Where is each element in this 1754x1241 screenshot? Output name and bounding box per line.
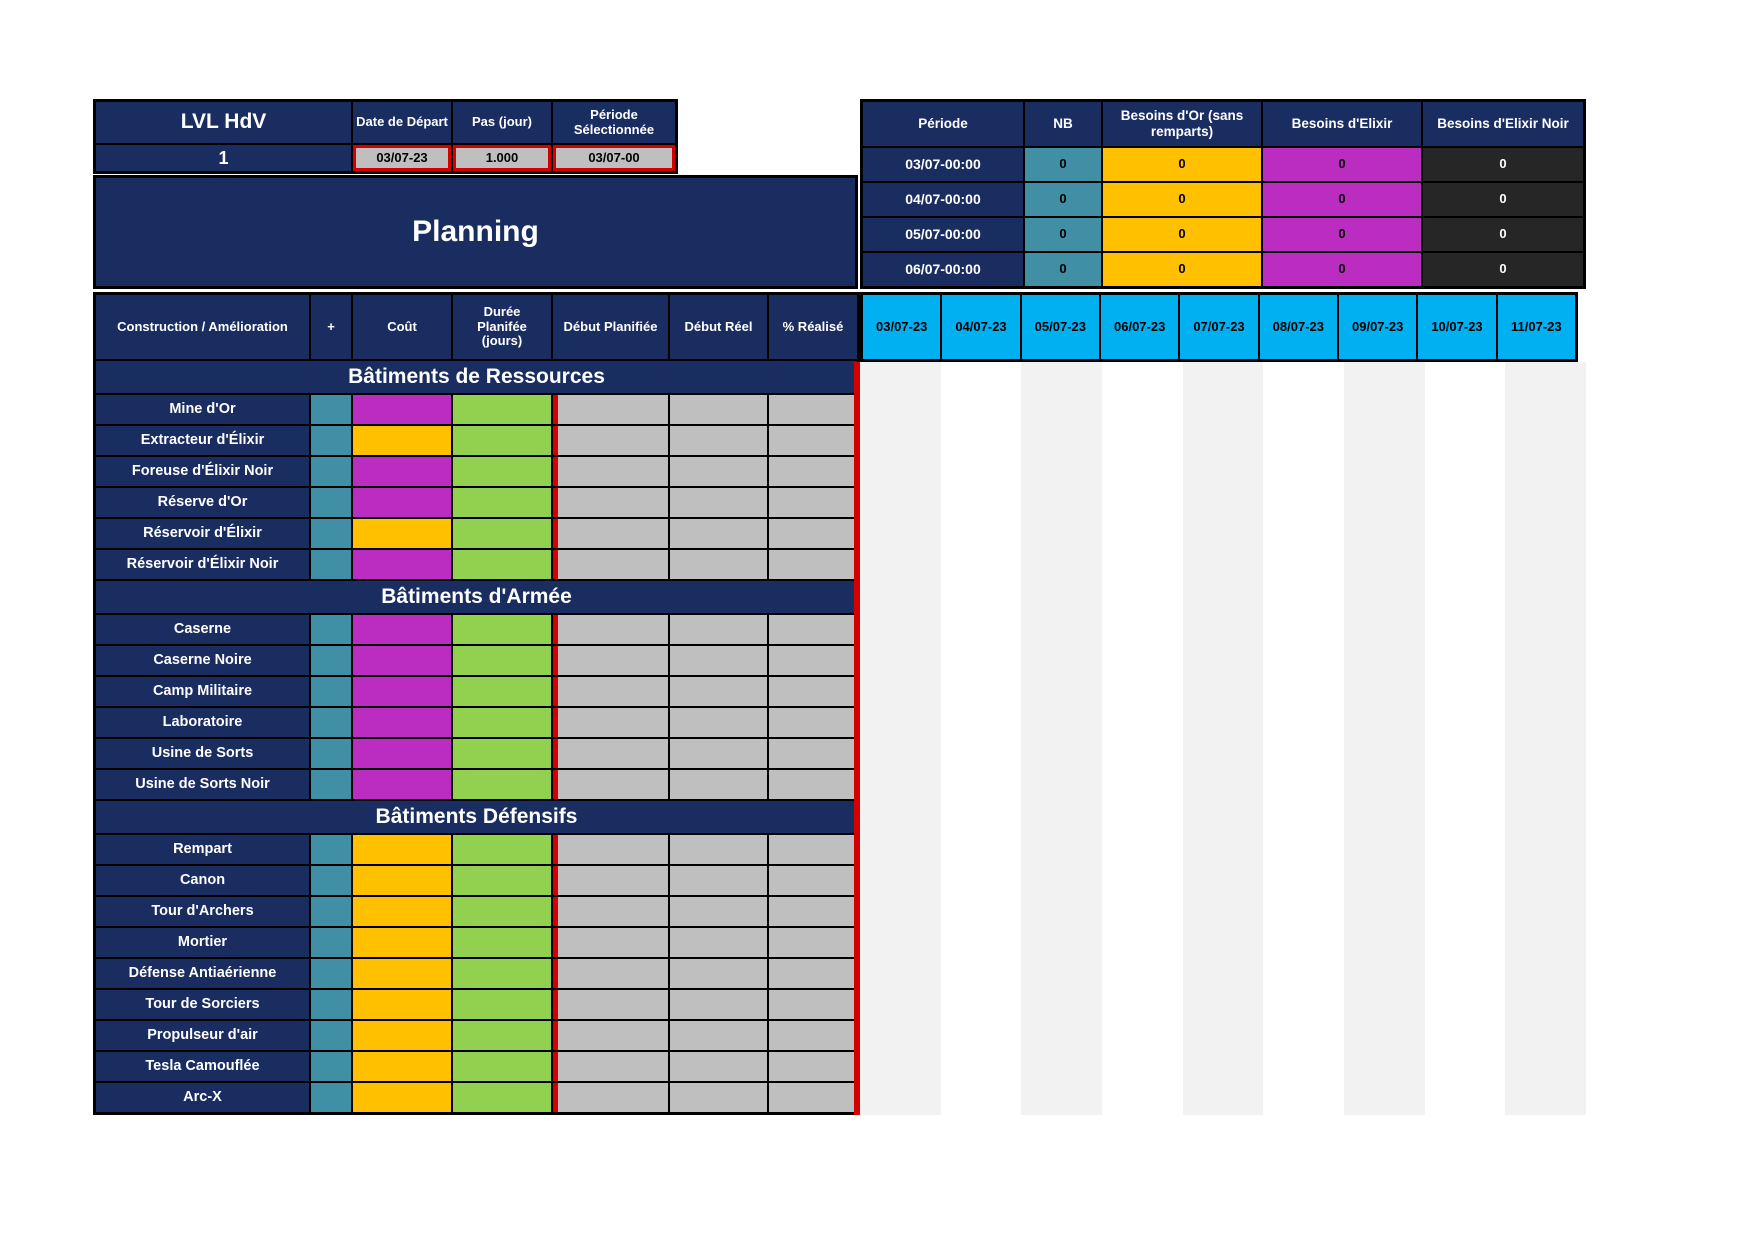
duration-cell[interactable] <box>453 457 551 486</box>
duration-cell[interactable] <box>453 1083 551 1112</box>
cost-cell[interactable] <box>353 646 451 675</box>
actual-start-cell[interactable] <box>670 959 767 988</box>
percent-done-cell[interactable] <box>769 1083 857 1112</box>
actual-start-cell[interactable] <box>670 866 767 895</box>
plus-cell[interactable] <box>311 897 351 926</box>
nb-cell[interactable]: 0 <box>1025 253 1101 286</box>
config-table <box>93 99 678 174</box>
building-label: Foreuse d'Élixir Noir <box>96 457 309 486</box>
planned-start-cell[interactable] <box>553 1083 668 1112</box>
planning-table <box>93 292 860 1115</box>
plus-cell[interactable] <box>311 708 351 737</box>
cost-cell[interactable] <box>353 928 451 957</box>
plus-cell[interactable] <box>311 550 351 579</box>
plus-cell[interactable] <box>311 866 351 895</box>
building-label: Propulseur d'air <box>96 1021 309 1050</box>
cost-cell[interactable] <box>353 426 451 455</box>
building-label: Canon <box>96 866 309 895</box>
planned-start-cell[interactable] <box>553 897 668 926</box>
planned-start-cell[interactable] <box>553 426 668 455</box>
percent-done-cell[interactable] <box>769 708 857 737</box>
gantt-area <box>860 362 1586 1115</box>
nb-cell[interactable]: 0 <box>1025 183 1101 216</box>
plus-cell[interactable] <box>311 1021 351 1050</box>
planned-start-cell[interactable] <box>553 646 668 675</box>
pas-jour-value[interactable]: 1.000 <box>453 145 551 171</box>
dark-elixir-need-cell[interactable]: 0 <box>1423 253 1583 286</box>
dark-elixir-need-cell[interactable]: 0 <box>1423 148 1583 181</box>
gantt-column-8[interactable] <box>1505 362 1586 1115</box>
cost-cell[interactable] <box>353 1052 451 1081</box>
period-cell: 04/07-00:00 <box>863 183 1023 216</box>
plus-cell[interactable] <box>311 395 351 424</box>
lvl-hdv-value[interactable]: 1 <box>96 145 351 171</box>
elixir-need-cell[interactable]: 0 <box>1263 253 1421 286</box>
planning-column-header-2: Coût <box>353 295 451 359</box>
cost-cell[interactable] <box>353 395 451 424</box>
percent-done-cell[interactable] <box>769 1052 857 1081</box>
actual-start-cell[interactable] <box>670 835 767 864</box>
planning-column-header-0: Construction / Amélioration <box>96 295 309 359</box>
gantt-column-2[interactable] <box>1021 362 1102 1115</box>
elixir-need-cell[interactable]: 0 <box>1263 183 1421 216</box>
planned-start-cell[interactable] <box>553 395 668 424</box>
gantt-column-7[interactable] <box>1425 362 1506 1115</box>
cost-cell[interactable] <box>353 550 451 579</box>
cost-cell[interactable] <box>353 1083 451 1112</box>
duration-cell[interactable] <box>453 835 551 864</box>
period-cell: 05/07-00:00 <box>863 218 1023 251</box>
planned-start-cell[interactable] <box>553 959 668 988</box>
periode-selectionnee-header: Période Sélectionnée <box>553 102 675 143</box>
actual-start-cell[interactable] <box>670 646 767 675</box>
plus-cell[interactable] <box>311 457 351 486</box>
planning-column-header-5: Début Réel <box>670 295 767 359</box>
percent-done-cell[interactable] <box>769 395 857 424</box>
duration-cell[interactable] <box>453 1021 551 1050</box>
planning-column-header-6: % Réalisé <box>769 295 857 359</box>
duration-cell[interactable] <box>453 928 551 957</box>
planned-start-cell[interactable] <box>553 708 668 737</box>
cost-cell[interactable] <box>353 770 451 799</box>
selected-period-marker-line <box>854 362 860 1115</box>
actual-start-cell[interactable] <box>670 488 767 517</box>
nb-cell[interactable]: 0 <box>1025 218 1101 251</box>
percent-done-cell[interactable] <box>769 959 857 988</box>
elixir-need-cell[interactable]: 0 <box>1263 148 1421 181</box>
building-label: Tesla Camouflée <box>96 1052 309 1081</box>
duration-cell[interactable] <box>453 866 551 895</box>
plus-cell[interactable] <box>311 739 351 768</box>
gold-need-cell[interactable]: 0 <box>1103 253 1261 286</box>
building-label: Rempart <box>96 835 309 864</box>
date-column-header-0: 03/07-23 <box>863 295 940 359</box>
gantt-column-1[interactable] <box>941 362 1022 1115</box>
gantt-column-4[interactable] <box>1183 362 1264 1115</box>
cost-cell[interactable] <box>353 615 451 644</box>
actual-start-cell[interactable] <box>670 739 767 768</box>
duration-cell[interactable] <box>453 646 551 675</box>
duration-cell[interactable] <box>453 739 551 768</box>
planning-column-header-3: Durée Planifée (jours) <box>453 295 551 359</box>
section-banner: Bâtiments de Ressources <box>96 361 857 393</box>
planned-start-cell[interactable] <box>553 615 668 644</box>
plus-cell[interactable] <box>311 677 351 706</box>
actual-start-cell[interactable] <box>670 615 767 644</box>
building-label: Tour de Sorciers <box>96 990 309 1019</box>
building-label: Caserne Noire <box>96 646 309 675</box>
actual-start-cell[interactable] <box>670 426 767 455</box>
actual-start-cell[interactable] <box>670 519 767 548</box>
percent-done-cell[interactable] <box>769 677 857 706</box>
duration-cell[interactable] <box>453 990 551 1019</box>
needs-header-2: Besoins d'Or (sans remparts) <box>1103 102 1261 146</box>
plus-cell[interactable] <box>311 1083 351 1112</box>
percent-done-cell[interactable] <box>769 897 857 926</box>
duration-cell[interactable] <box>453 488 551 517</box>
actual-start-cell[interactable] <box>670 457 767 486</box>
plus-cell[interactable] <box>311 959 351 988</box>
planned-start-cell[interactable] <box>553 928 668 957</box>
section-banner: Bâtiments d'Armée <box>96 581 857 613</box>
cost-cell[interactable] <box>353 897 451 926</box>
building-label: Réservoir d'Élixir <box>96 519 309 548</box>
percent-done-cell[interactable] <box>769 866 857 895</box>
planned-start-cell[interactable] <box>553 1052 668 1081</box>
building-label: Usine de Sorts <box>96 739 309 768</box>
plus-cell[interactable] <box>311 488 351 517</box>
lvl-hdv-header: LVL HdV <box>96 102 351 143</box>
section-banner: Bâtiments Défensifs <box>96 801 857 833</box>
percent-done-cell[interactable] <box>769 739 857 768</box>
cost-cell[interactable] <box>353 457 451 486</box>
building-label: Extracteur d'Élixir <box>96 426 309 455</box>
nb-cell[interactable]: 0 <box>1025 148 1101 181</box>
date-header-row <box>860 292 1578 362</box>
plus-cell[interactable] <box>311 519 351 548</box>
plus-cell[interactable] <box>311 990 351 1019</box>
planning-column-header-4: Début Planifiée <box>553 295 668 359</box>
date-column-header-2: 05/07-23 <box>1022 295 1099 359</box>
planned-start-cell[interactable] <box>553 866 668 895</box>
planned-start-cell[interactable] <box>553 990 668 1019</box>
percent-done-cell[interactable] <box>769 770 857 799</box>
planned-start-cell[interactable] <box>553 677 668 706</box>
date-column-header-5: 08/07-23 <box>1260 295 1337 359</box>
plus-cell[interactable] <box>311 426 351 455</box>
cost-cell[interactable] <box>353 866 451 895</box>
gantt-column-0[interactable] <box>860 362 941 1115</box>
planned-start-cell[interactable] <box>553 770 668 799</box>
plus-cell[interactable] <box>311 615 351 644</box>
plus-cell[interactable] <box>311 646 351 675</box>
date-column-header-1: 04/07-23 <box>942 295 1019 359</box>
planned-start-cell[interactable] <box>553 835 668 864</box>
percent-done-cell[interactable] <box>769 646 857 675</box>
duration-cell[interactable] <box>453 677 551 706</box>
cost-cell[interactable] <box>353 1021 451 1050</box>
building-label: Tour d'Archers <box>96 897 309 926</box>
actual-start-cell[interactable] <box>670 897 767 926</box>
planned-start-cell[interactable] <box>553 739 668 768</box>
building-label: Réserve d'Or <box>96 488 309 517</box>
needs-header-4: Besoins d'Elixir Noir <box>1423 102 1583 146</box>
dark-elixir-need-cell[interactable]: 0 <box>1423 183 1583 216</box>
duration-cell[interactable] <box>453 615 551 644</box>
building-label: Mortier <box>96 928 309 957</box>
cost-cell[interactable] <box>353 519 451 548</box>
duration-cell[interactable] <box>453 708 551 737</box>
planned-start-cell[interactable] <box>553 1021 668 1050</box>
actual-start-cell[interactable] <box>670 990 767 1019</box>
duration-cell[interactable] <box>453 426 551 455</box>
percent-done-cell[interactable] <box>769 488 857 517</box>
percent-done-cell[interactable] <box>769 990 857 1019</box>
actual-start-cell[interactable] <box>670 928 767 957</box>
percent-done-cell[interactable] <box>769 426 857 455</box>
duration-cell[interactable] <box>453 395 551 424</box>
elixir-need-cell[interactable]: 0 <box>1263 218 1421 251</box>
actual-start-cell[interactable] <box>670 1052 767 1081</box>
cost-cell[interactable] <box>353 488 451 517</box>
gantt-column-6[interactable] <box>1344 362 1425 1115</box>
building-label: Arc-X <box>96 1083 309 1112</box>
building-label: Laboratoire <box>96 708 309 737</box>
planned-start-cell[interactable] <box>553 550 668 579</box>
percent-done-cell[interactable] <box>769 835 857 864</box>
duration-cell[interactable] <box>453 959 551 988</box>
date-column-header-7: 10/07-23 <box>1418 295 1495 359</box>
plus-cell[interactable] <box>311 1052 351 1081</box>
date-column-header-8: 11/07-23 <box>1498 295 1575 359</box>
gold-need-cell[interactable]: 0 <box>1103 218 1261 251</box>
date-column-header-4: 07/07-23 <box>1180 295 1257 359</box>
actual-start-cell[interactable] <box>670 677 767 706</box>
percent-done-cell[interactable] <box>769 550 857 579</box>
plus-cell[interactable] <box>311 928 351 957</box>
gold-need-cell[interactable]: 0 <box>1103 148 1261 181</box>
pas-jour-header: Pas (jour) <box>453 102 551 143</box>
date-depart-header: Date de Départ <box>353 102 451 143</box>
planning-title-banner <box>93 175 858 289</box>
cost-cell[interactable] <box>353 990 451 1019</box>
building-label: Usine de Sorts Noir <box>96 770 309 799</box>
actual-start-cell[interactable] <box>670 395 767 424</box>
actual-start-cell[interactable] <box>670 708 767 737</box>
planning-title: Planning <box>412 215 539 248</box>
plus-cell[interactable] <box>311 770 351 799</box>
percent-done-cell[interactable] <box>769 928 857 957</box>
dark-elixir-need-cell[interactable]: 0 <box>1423 218 1583 251</box>
plus-cell[interactable] <box>311 835 351 864</box>
percent-done-cell[interactable] <box>769 1021 857 1050</box>
building-label: Mine d'Or <box>96 395 309 424</box>
cost-cell[interactable] <box>353 708 451 737</box>
needs-header-1: NB <box>1025 102 1101 146</box>
duration-cell[interactable] <box>453 550 551 579</box>
cost-cell[interactable] <box>353 677 451 706</box>
period-cell: 06/07-00:00 <box>863 253 1023 286</box>
planning-column-header-1: + <box>311 295 351 359</box>
percent-done-cell[interactable] <box>769 615 857 644</box>
planned-start-cell[interactable] <box>553 519 668 548</box>
duration-cell[interactable] <box>453 770 551 799</box>
building-label: Caserne <box>96 615 309 644</box>
duration-cell[interactable] <box>453 1052 551 1081</box>
percent-done-cell[interactable] <box>769 457 857 486</box>
period-cell: 03/07-00:00 <box>863 148 1023 181</box>
actual-start-cell[interactable] <box>670 770 767 799</box>
actual-start-cell[interactable] <box>670 1021 767 1050</box>
building-label: Défense Antiaérienne <box>96 959 309 988</box>
needs-header-0: Période <box>863 102 1023 146</box>
periode-selectionnee-value[interactable]: 03/07-00 <box>553 145 675 171</box>
date-column-header-3: 06/07-23 <box>1101 295 1178 359</box>
planned-start-cell[interactable] <box>553 457 668 486</box>
gantt-column-3[interactable] <box>1102 362 1183 1115</box>
cost-cell[interactable] <box>353 739 451 768</box>
actual-start-cell[interactable] <box>670 1083 767 1112</box>
actual-start-cell[interactable] <box>670 550 767 579</box>
duration-cell[interactable] <box>453 897 551 926</box>
needs-header-3: Besoins d'Elixir <box>1263 102 1421 146</box>
gantt-column-5[interactable] <box>1263 362 1344 1115</box>
gold-need-cell[interactable]: 0 <box>1103 183 1261 216</box>
cost-cell[interactable] <box>353 959 451 988</box>
building-label: Réservoir d'Élixir Noir <box>96 550 309 579</box>
cost-cell[interactable] <box>353 835 451 864</box>
date-depart-value[interactable]: 03/07-23 <box>353 145 451 171</box>
planned-start-cell[interactable] <box>553 488 668 517</box>
date-column-header-6: 09/07-23 <box>1339 295 1416 359</box>
percent-done-cell[interactable] <box>769 519 857 548</box>
building-label: Camp Militaire <box>96 677 309 706</box>
duration-cell[interactable] <box>453 519 551 548</box>
needs-table <box>860 99 1586 289</box>
